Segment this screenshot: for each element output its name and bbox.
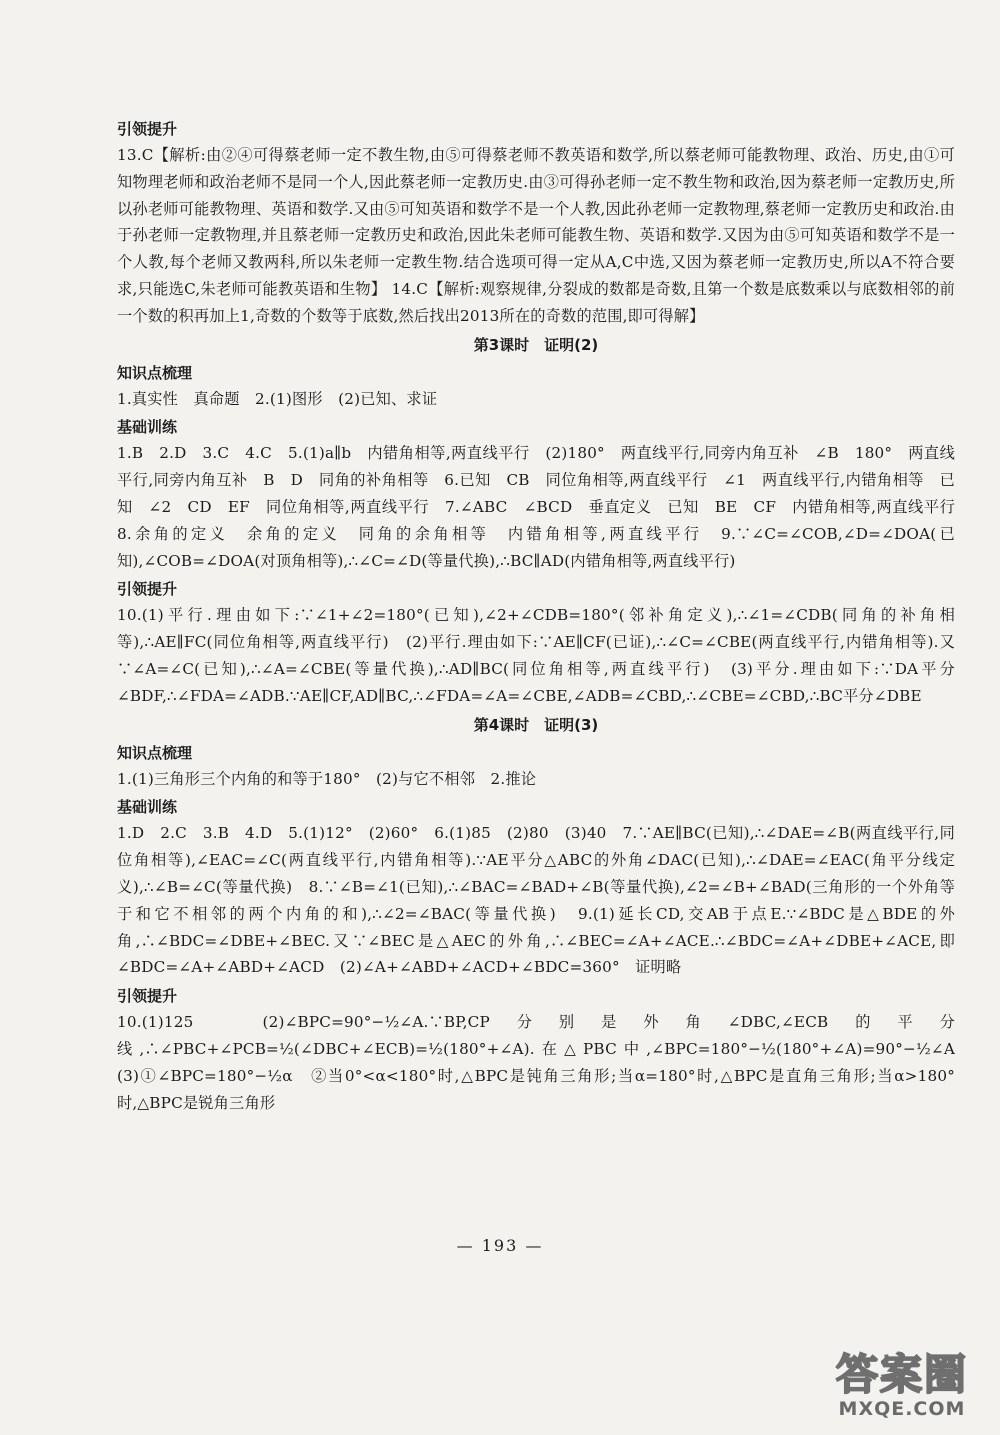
- answer-paragraph: 1.D 2.C 3.B 4.D 5.(1)12° (2)60° 6.(1)85 (2)80 (3)40 7.∵AE∥BC(已知),∴∠DAE=∠B(两直线平行,同位角相等),∠EAC=∠C(两直线平行,内错角相等).∵AE平分△ABC的外角∠DAC(已知),∴∠DAE=∠EAC(角平分线定义),∴∠B=∠C(等量代换) 8.∵∠B=∠1(已知),∴∠BAC=∠BAD+∠B(等量代换),∠2=∠B+∠BAD(三角形的一个外角等于和它不相邻的两个内角的和),∴∠2=∠BAC(等量代换) 9.(1)延长CD,交AB于点E.∵∠BDC是△BDE的外角,∴∠BDC=∠DBE+∠BEC.又∵∠BEC是△AEC的外角,∴∠BEC=∠A+∠ACE.∴∠BDC=∠A+∠DBE+∠ACE,即∠BDC=∠A+∠ABD+∠ACD (2)∠A+∠ABD+∠ACD+∠BDC=360° 证明略: [117, 824, 955, 977]
- section-heading: 基础训练: [117, 798, 178, 817]
- lesson-title: 第3课时 证明(2): [473, 335, 599, 354]
- answer-paragraph: 10.(1)125 (2)∠BPC=90°−½∠A.∵BP,CP分别是外角∠DBC,∠ECB的平分线,∴∠PBC+∠PCB=½(∠DBC+∠ECB)=½(180°+∠A).在△PBC中,∠BPC=180°−½(180°+∠A)=90°−½∠A (3)①∠BPC=180°−½α ②当0°<α<180°时,△BPC是钝角三角形;当α=180°时,△BPC是直角三角形;当α>180°时,△BPC是锐角三角形: [117, 1013, 971, 1112]
- page-number: — 193 —: [456, 1236, 544, 1255]
- lesson-title: 第4课时 证明(3): [473, 715, 599, 734]
- section-heading: 引领提升: [117, 120, 178, 138]
- section-heading: 知识点梳理: [117, 743, 193, 762]
- watermark-text: 答案圈: [835, 1350, 968, 1399]
- watermark-logo: [822, 1342, 982, 1424]
- page-content: [117, 118, 971, 1120]
- answer-paragraph: 1.(1)三角形三个内角的和等于180° (2)与它不相邻 2.推论: [117, 769, 537, 788]
- section-heading: 知识点梳理: [117, 363, 193, 382]
- section-heading: 引领提升: [117, 580, 178, 599]
- answer-paragraph: 13.C【解析:由②④可得蔡老师一定不教生物,由⑤可得蔡老师不教英语和数学,所以蔡老师可能教物理、政治、历史,由①可知物理老师和政治老师不是同一个人,因此蔡老师一定教历史.由③可得孙老师一定不教生物和政治,因为蔡老师一定教历史,所以孙老师可能教物理、英语和数学.又由⑤可知英语和数学不是一个人教,因此孙老师一定教物理,蔡老师一定教历史和政治.由于孙老师一定教物理,并且蔡老师一定教历史和政治,因此朱老师可能教生物、英语和数学.又因为由⑤可知英语和数学不是一个人教,每个老师又教两科,所以朱老师一定教生物.结合选项可得一定从A,C中选,又因为蔡老师一定教历史,所以A不符合要求,只能选C,朱老师可能教英语和生物】 14.C【解析:观察规律,分裂成的数都是奇数,且第一个数是底数乘以与底数相邻的前一个数的积再加上1,奇数的个数等于底数,然后找出2013所在的奇数的范围,即可得解】: [117, 146, 955, 325]
- answer-paragraph: 10.(1)平行.理由如下:∵∠1+∠2=180°(已知),∠2+∠CDB=180°(邻补角定义),∴∠1=∠CDB(同角的补角相等),∴AE∥FC(同位角相等,两直线平行) (2)平行.理由如下:∵AE∥CF(已证),∴∠C=∠CBE(两直线平行,内错角相等).又∵∠A=∠C(已知),∴∠A=∠CBE(等量代换),∴AD∥BC(同位角相等,两直线平行) (3)平分.理由如下:∵DA平分∠BDF,∴∠FDA=∠ADB.∵AE∥CF,AD∥BC,∴∠FDA=∠A=∠CBE,∠ADB=∠CBD,∴∠CBE=∠CBD,∴BC平分∠DBE: [117, 606, 955, 705]
- answer-paragraph: 1.B 2.D 3.C 4.C 5.(1)a∥b 内错角相等,两直线平行 (2)180° 两直线平行,同旁内角互补 ∠B 180° 两直线平行,同旁内角互补 B D 同角的补角相等 6.已知 CB 同位角相等,两直线平行 ∠1 两直线平行,内错角相等 已知 ∠2 CD EF 同位角相等,两直线平行 7.∠ABC ∠BCD 垂直定义 已知 BE CF 内错角相等,两直线平行 8.余角的定义 余角的定义 同角的余角相等 内错角相等,两直线平行 9.∵∠C=∠COB,∠D=∠DOA(已知),∠COB=∠DOA(对顶角相等),∴∠C=∠D(等量代换),∴BC∥AD(内错角相等,两直线平行): [117, 444, 971, 570]
- answer-paragraph: 1.真实性 真命题 2.(1)图形 (2)已知、求证: [117, 389, 438, 408]
- watermark-site: MXQE.COM: [838, 1398, 966, 1420]
- section-heading: 基础训练: [117, 418, 178, 437]
- section-heading: 引领提升: [117, 987, 178, 1006]
